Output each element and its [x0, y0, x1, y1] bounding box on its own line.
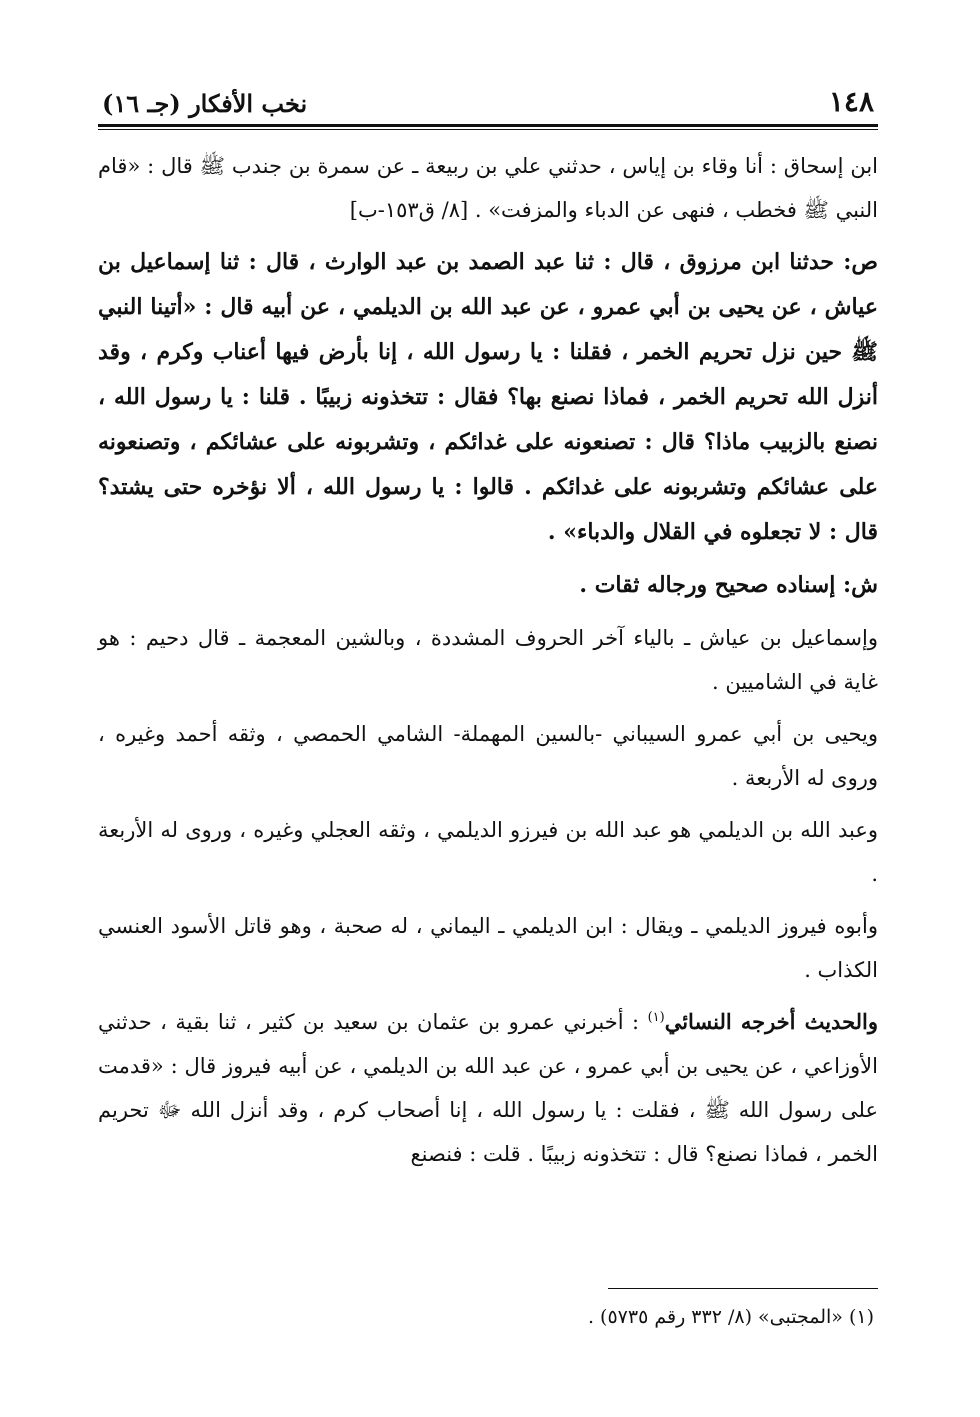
- page-number: ١٤٨: [828, 85, 874, 118]
- footnote: (١) «المجتبى» (٨/ ٣٣٢ رقم ٥٧٣٥) .: [587, 1306, 874, 1328]
- nasai-lead: والحديث أخرجه النسائي: [664, 1009, 879, 1034]
- paragraph-nasai: [98, 1000, 878, 1176]
- paragraph-matn-hadith: ص: حدثنا ابن مرزوق ، قال : ثنا عبد الصمد بن عبد الوارث ، قال : ثنا إسماعيل بن عياش ، عن يحيى بن أبي عمرو ، عن عبد الله بن الديلمي ، عن أبيه قال : «أتينا النبي ﷺ حين نزل تحريم الخمر ، فقلنا : يا رسول الله ، إنا بأرض فيها أعناب وكرم ، وقد أنزل الله تحريم الخمر ، فماذا نصنع بها؟ فقال : تتخذونه زبيبًا . قلنا : يا رسول الله ، نصنع بالزبيب ماذا؟ قال : تصنعونه على غدائكم ، وتشربونه على عشائكم ، وتصنعونه على عشائكم وتشربونه على غدائكم . قالوا : يا رسول الله ، ألا نؤخره حتى يشتد؟ قال : لا تجعلوه في القلال والدباء» .: [98, 249, 878, 545]
- nasai-text: : أخبرني عمرو بن عثمان بن سعيد بن كثير ، ثنا بقية ، حدثني الأوزاعي ، عن يحيى بن أبي عمرو ، عن عبد الله بن الديلمي ، عن أبيه فيروز قال : «قدمت على رسول الله ﷺ ، فقلت : يا رسول الله ، إنا أصحاب كرم ، وقد أنزل الله ﷻ تحريم الخمر ، فماذا نصنع؟ قال : تتخذونه زبيبًا . قلت : فنصنع: [98, 1010, 878, 1166]
- page-header: [98, 70, 878, 124]
- footnote-marker: (١): [647, 1010, 665, 1025]
- running-title: نخب الأفكار (جـ ١٦): [102, 89, 308, 118]
- header-rule: [98, 124, 878, 130]
- paragraph-ismail: وإسماعيل بن عياش ـ بالياء آخر الحروف المشددة ، وبالشين المعجمة ـ قال دحيم : هو غاية في الشاميين .: [98, 626, 878, 694]
- paragraph-sharh-heading: ش: إسناده صحيح ورجاله ثقات .: [579, 572, 878, 598]
- paragraph-yahya: ويحيى بن أبي عمرو السيباني -بالسين المهملة- الشامي الحمصي ، وثقه أحمد وغيره ، وروى له الأربعة .: [98, 722, 878, 790]
- paragraph-fayruz: وأبوه فيروز الديلمي ـ ويقال : ابن الديلمي ـ اليماني ، له صحبة ، وهو قاتل الأسود العنسي الكذاب .: [98, 914, 879, 982]
- paragraph-isnad-samura: ابن إسحاق : أنا وقاء بن إياس ، حدثني علي بن ربيعة ـ عن سمرة بن جندب ﷺ قال : «قام النبي ﷺ فخطب ، فنهى عن الدباء والمزفت» . [٨/ ق١٥٣-ب]: [98, 154, 878, 222]
- paragraph-abdullah: وعبد الله بن الديلمي هو عبد الله بن فيرزو الديلمي ، وثقه العجلي وغيره ، وروى له الأربعة .: [98, 818, 878, 886]
- book-page: [98, 70, 878, 1370]
- footnote-rule: [608, 1288, 878, 1289]
